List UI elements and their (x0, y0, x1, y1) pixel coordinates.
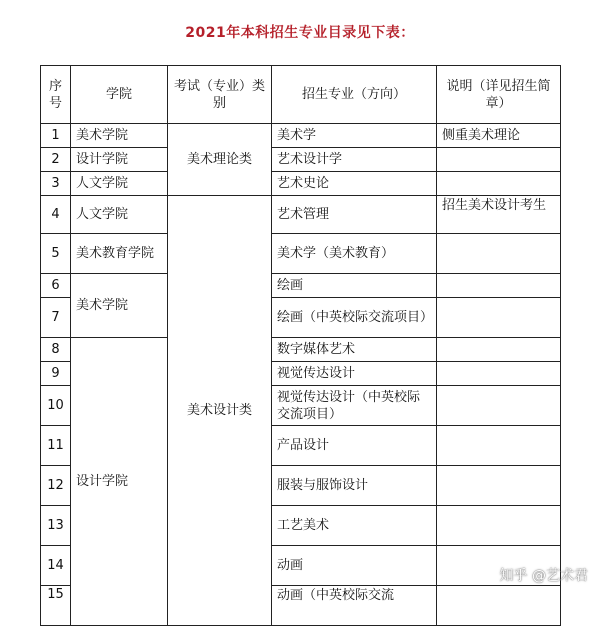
row-seq: 5 (41, 234, 71, 274)
college-cell: 设计学院 (71, 148, 168, 172)
row-seq: 9 (41, 362, 71, 386)
note-cell (437, 172, 561, 196)
row-seq: 8 (41, 338, 71, 362)
note-cell (437, 338, 561, 362)
page-title: 2021年本科招生专业目录见下表： (185, 25, 415, 41)
table-row (41, 274, 561, 298)
table-row (41, 172, 561, 196)
major-cell: 服装与服饰设计 (272, 466, 437, 506)
header-exam: 考试（专业）类别 (168, 66, 272, 124)
note-cell (437, 586, 561, 626)
major-cell: 动画（中英校际交流 (272, 586, 437, 626)
college-cell: 人文学院 (71, 172, 168, 196)
major-cell: 绘画 (272, 274, 437, 298)
major-catalog-table (40, 65, 561, 626)
table-row (41, 338, 561, 362)
row-seq: 14 (41, 546, 71, 586)
row-seq: 6 (41, 274, 71, 298)
college-cell: 设计学院 (71, 338, 168, 626)
major-cell: 视觉传达设计 (272, 362, 437, 386)
note-cell (437, 386, 561, 426)
row-seq: 3 (41, 172, 71, 196)
major-cell: 动画 (272, 546, 437, 586)
note-cell (437, 426, 561, 466)
exam-category-cell: 美术理论类 (168, 124, 272, 196)
college-cell: 人文学院 (71, 196, 168, 234)
row-seq: 11 (41, 426, 71, 466)
row-seq: 10 (41, 386, 71, 426)
note-cell: 侧重美术理论 (437, 124, 561, 148)
row-seq: 2 (41, 148, 71, 172)
note-cell (437, 148, 561, 172)
row-seq: 13 (41, 506, 71, 546)
row-seq: 7 (41, 298, 71, 338)
note-cell (437, 234, 561, 274)
college-cell: 美术学院 (71, 274, 168, 338)
note-cell (437, 298, 561, 338)
watermark: 知乎 @艺术君 (499, 568, 588, 584)
exam-category-cell: 美术设计类 (168, 196, 272, 626)
note-cell (437, 362, 561, 386)
note-cell: 招生美术设计考生 (437, 196, 561, 234)
header-row (41, 66, 561, 124)
header-note: 说明（详见招生简章） (437, 66, 561, 124)
table-row (41, 234, 561, 274)
college-cell: 美术学院 (71, 124, 168, 148)
major-cell: 数字媒体艺术 (272, 338, 437, 362)
note-cell (437, 466, 561, 506)
row-seq: 4 (41, 196, 71, 234)
table-row (41, 124, 561, 148)
major-cell: 产品设计 (272, 426, 437, 466)
header-college: 学院 (71, 66, 168, 124)
table-row (41, 196, 561, 234)
major-cell: 美术学 (272, 124, 437, 148)
major-cell: 绘画（中英校际交流项目） (272, 298, 437, 338)
major-cell: 视觉传达设计（中英校际交流项目） (272, 386, 437, 426)
major-cell: 美术学（美术教育） (272, 234, 437, 274)
major-cell: 艺术史论 (272, 172, 437, 196)
note-cell (437, 506, 561, 546)
college-cell: 美术教育学院 (71, 234, 168, 274)
note-cell (437, 274, 561, 298)
major-cell: 艺术管理 (272, 196, 437, 234)
row-seq: 15 (41, 586, 71, 626)
row-seq: 12 (41, 466, 71, 506)
major-cell: 工艺美术 (272, 506, 437, 546)
row-seq: 1 (41, 124, 71, 148)
header-seq: 序号 (41, 66, 71, 124)
header-major: 招生专业（方向） (272, 66, 437, 124)
table-row (41, 148, 561, 172)
major-cell: 艺术设计学 (272, 148, 437, 172)
